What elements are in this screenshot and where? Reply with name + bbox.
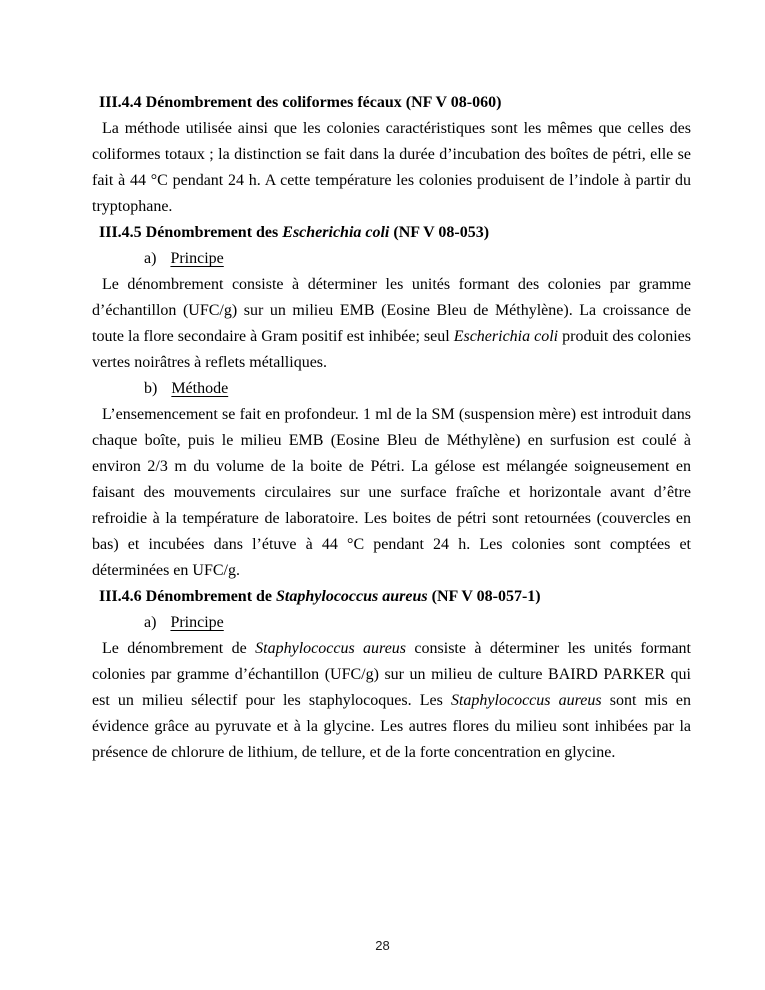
species-name-staphylococcus-aureus: Staphylococcus aureus bbox=[276, 588, 428, 605]
list-item-principe-s45 bbox=[92, 246, 691, 272]
page-number: 28 bbox=[375, 938, 390, 953]
section-heading-III-4-5 bbox=[92, 220, 691, 246]
species-name-staphylococcus-aureus: Staphylococcus aureus bbox=[450, 692, 602, 709]
paragraph-text-post: produit des colonies vertes noirâtres à reflets métalliques. bbox=[92, 328, 692, 371]
species-name-escherichia-coli: Escherichia coli bbox=[453, 328, 559, 345]
document-content bbox=[92, 90, 691, 766]
list-item-label: b) bbox=[144, 380, 158, 397]
heading-text-pre: III.4.5 Dénombrement des bbox=[99, 224, 283, 241]
section-heading-III-4-4: III.4.4 Dénombrement des coliformes fécaux (NF V 08-060) bbox=[99, 94, 502, 111]
paragraph-principe-staphylococcus bbox=[92, 636, 691, 766]
list-item-methode-s45 bbox=[92, 376, 691, 402]
paragraph-text-mid: consiste à déterminer les unités formant colonies par gramme d’échantillon (UFC/g) sur un milieu de culture BAIRD PARKER qui est un milieu sélectif pour les staphylocoques. Les bbox=[92, 640, 691, 709]
list-item-label: a) bbox=[144, 614, 157, 631]
list-item-title-methode: Méthode bbox=[171, 380, 229, 397]
paragraph-principe-ecoli bbox=[92, 272, 691, 376]
paragraph-methode-ecoli: L’ensemencement se fait en profondeur. 1 ml de la SM (suspension mère) est introduit dans chaque boîte, puis le milieu EMB (Eosine Bleu de Méthylène) en surfusion est coulé à environ 2/3 m du volume de la boite de Pétri. La gélose est mélangée soigneusement en faisant des mouvements circulaires sur une surface fraîche et horizontale avant d’être refroidie à la température de laboratoire. Les boites de pétri sont retournées (couvercles en bas) et incubées dans l’étuve à 44 °C pendant 24 h. Les colonies sont comptées et déterminées en UFC/g. bbox=[92, 406, 691, 579]
heading-text-post: (NF V 08-053) bbox=[389, 224, 490, 241]
species-name-staphylococcus-aureus: Staphylococcus aureus bbox=[255, 640, 407, 657]
list-item-label: a) bbox=[144, 250, 157, 267]
heading-text-pre: III.4.6 Dénombrement de bbox=[99, 588, 277, 605]
heading-text-post: (NF V 08-057-1) bbox=[427, 588, 541, 605]
list-item-principe-s46 bbox=[92, 610, 691, 636]
paragraph-text-pre: Le dénombrement de bbox=[102, 640, 256, 657]
paragraph-text-post: sont mis en évidence grâce au pyruvate et à la glycine. Les autres flores du milieu sont inhibées par la présence de chlorure de lithium, de tellure, et de la forte concentration en glycine. bbox=[92, 692, 692, 761]
list-item-title-principe: Principe bbox=[170, 250, 224, 267]
paragraph-text-pre: Le dénombrement consiste à déterminer les unités formant des colonies par gramme d’échantillon (UFC/g) sur un milieu EMB (Eosine Bleu de Méthylène). La croissance de toute la flore secondaire à Gram positif est inhibée; seul bbox=[92, 276, 691, 345]
species-name-escherichia-coli: Escherichia coli bbox=[282, 224, 390, 241]
paragraph-coliformes-fecaux: La méthode utilisée ainsi que les colonies caractéristiques sont les mêmes que celles des coliformes totaux ; la distinction se fait dans la durée d’incubation des boîtes de pétri, elle se fait à 44 °C pendant 24 h. A cette température les colonies produisent de l’indole à partir du tryptophane. bbox=[92, 120, 691, 215]
list-item-title-principe: Principe bbox=[170, 614, 224, 631]
section-heading-III-4-6 bbox=[92, 584, 691, 610]
